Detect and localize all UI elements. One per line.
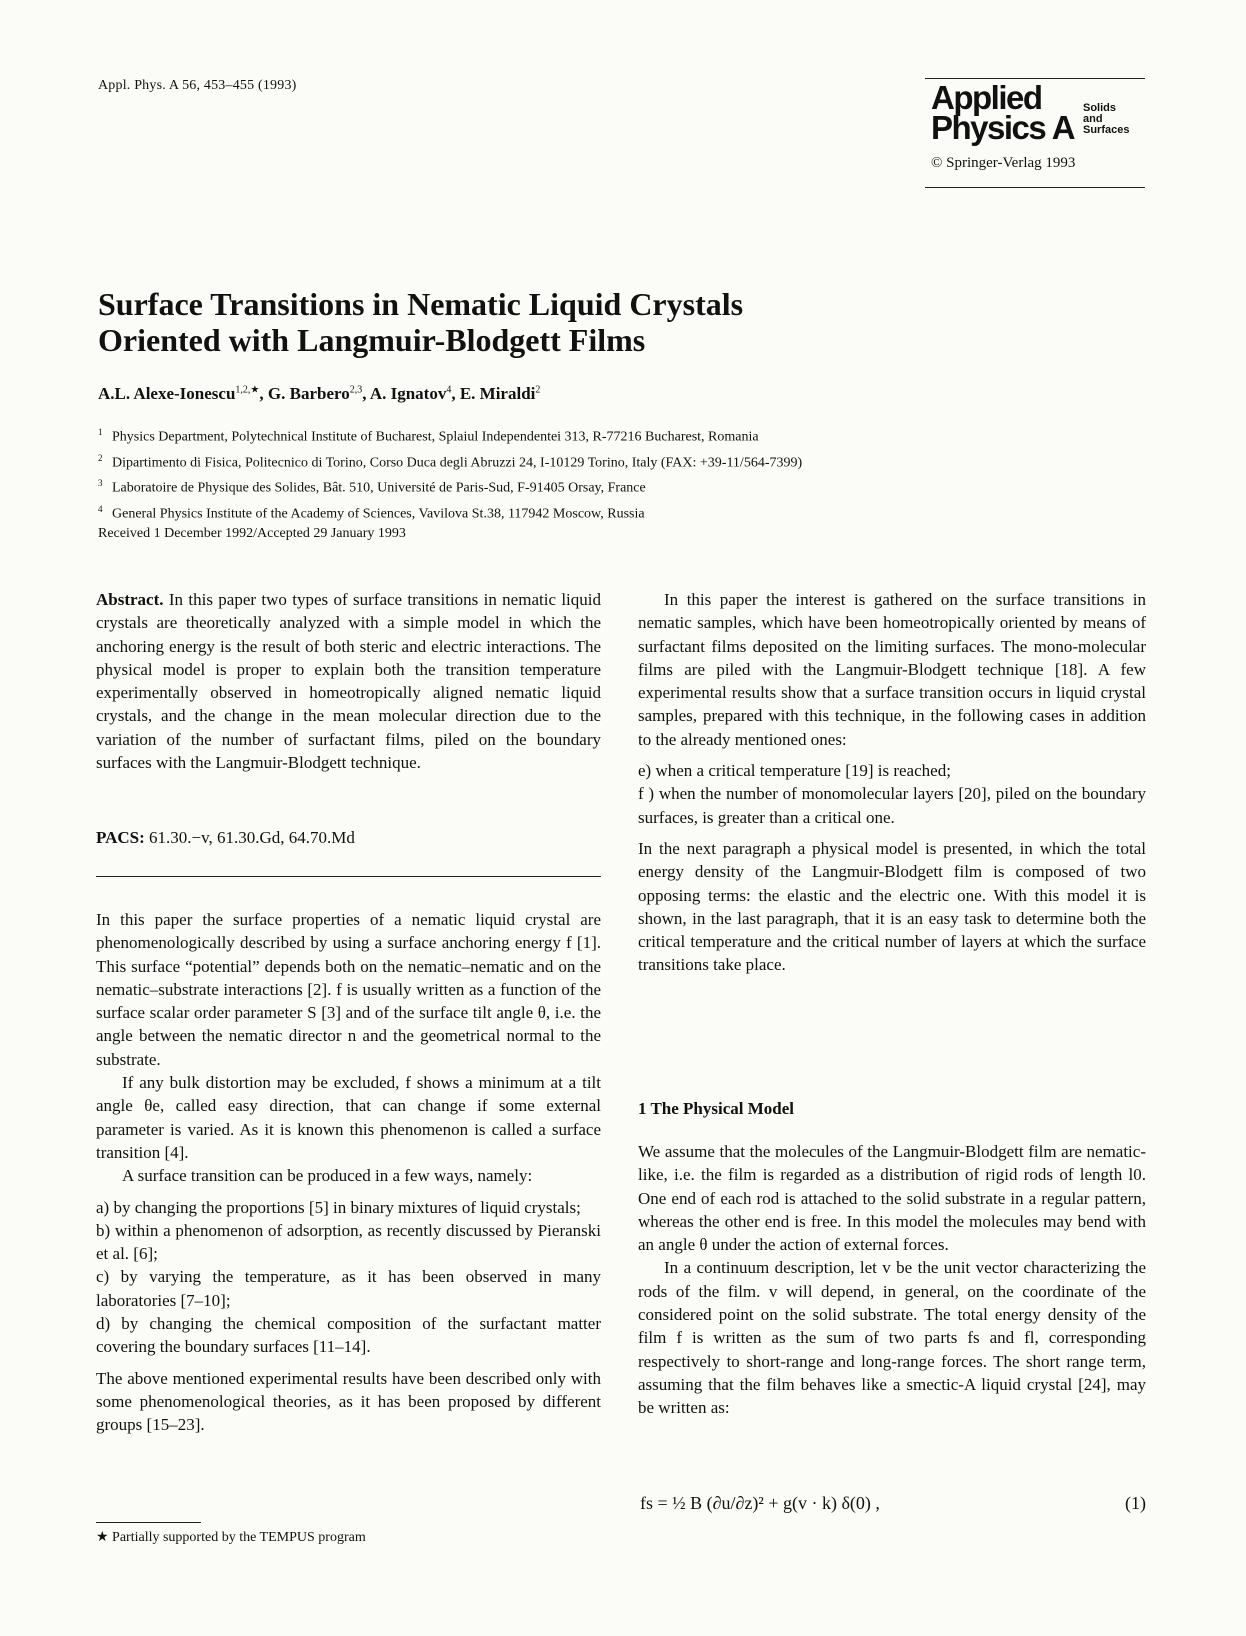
journal-citation: Appl. Phys. A 56, 453–455 (1993) — [98, 78, 297, 93]
journal-section: Solids and Surfaces — [1083, 102, 1130, 136]
affiliation: $^3$ Laboratoire de Physique des Solides, Bât. 510, Université de Paris-Sud, F-91405 Orsay, France — [98, 478, 646, 496]
list-item: b) within a phenomenon of adsorption, as recently discussed by Pieranski et al. [6]; — [96, 1220, 601, 1264]
journal-brand — [925, 78, 1145, 188]
list-item: d) by changing the chemical composition of the surfactant matter covering the boundary surfaces [11–14]. — [96, 1314, 601, 1357]
paragraph: A surface transition can be produced in a few ways, namely: — [122, 1166, 533, 1186]
list-item: a) by changing the proportions [5] in binary mixtures of liquid crystals; — [96, 1197, 581, 1217]
equation: fs = ½ B (∂u/∂z)² + g(v · k) δ(0) , — [640, 1493, 880, 1513]
equation-1 — [640, 1478, 1146, 1532]
author-name: A.L. Alexe-Ionescu — [98, 384, 236, 403]
intro-left — [96, 908, 601, 1437]
author-name: A. Ignatov — [369, 384, 447, 403]
list-item: f ) when the number of monomolecular layers [20], piled on the boundary surfaces, is greater than a critical one. — [638, 784, 1146, 827]
received-dates: Received 1 December 1992/Accepted 29 January 1993 — [98, 526, 406, 541]
abstract-text: In this paper two types of surface transitions in nematic liquid crystals are theoretically analyzed with a simple model in which the anchoring energy is the result of both steric and electric interactions. The physical model is proper to explain both the transition temperature experimentally observed in homeotropically aligned nematic liquid crystals, and the change in the mean molecular direction due to the variation of the number of surfactant films, piled on the boundary surfaces with the Langmuir-Blodgett technique. — [96, 590, 602, 773]
footnote: ★ Partially supported by the TEMPUS program — [96, 1530, 366, 1545]
section-heading: 1 The Physical Model — [638, 1099, 794, 1118]
abstract — [96, 588, 601, 774]
journal-logo: Applied Physics A — [931, 79, 1075, 146]
affiliations — [98, 422, 802, 525]
paragraph: In the next paragraph a physical model is presented, in which the total energy density of the Langmuir-Blodgett film is composed of two opposing terms: the elastic and the electric one. With this model it is shown, in the last paragraph, that it is an easy task to determine both the critical temperature and the critical number of layers at which the surface transitions take place. — [638, 838, 1146, 975]
paragraph: We assume that the molecules of the Langmuir-Blodgett film are nematic-like, i.e. the film is regarded as a distribution of rigid rods of length l0. One end of each rod is attached to the solid substrate in a regular pattern, whereas the other end is free. In this model the molecules may bend with an angle θ under the action of external forces. — [638, 1142, 1146, 1255]
paper-title: Surface Transitions in Nematic Liquid Crystals Oriented with Langmuir-Blodgett Films — [98, 286, 744, 358]
author-name: E. Miraldi — [459, 384, 536, 403]
copyright: © Springer-Verlag 1993 — [931, 155, 1076, 171]
list-item: e) when a critical temperature [19] is reached; — [638, 761, 951, 781]
affiliation: $^1$ Physics Department, Polytechnical Institute of Bucharest, Splaiul Independentei 313, R-77216 Bucharest, Romania — [98, 427, 759, 445]
list-item: c) by varying the temperature, as it has been observed in many laboratories [7–10]; — [96, 1267, 601, 1310]
physical-model-text — [638, 1140, 1146, 1420]
section-divider — [96, 876, 601, 877]
abstract-label: Abstract. — [96, 590, 164, 609]
paragraph: In a continuum description, let v be the unit vector characterizing the rods of the film. v will depend, in general, on the coordinate of the considered point on the solid substrate. The total energy density of the film f is written as the sum of two parts fs and fl, corresponding respectively to short-range and long-range forces. The short range term, assuming that the film behaves like a smectic-A liquid crystal [24], may be written as: — [638, 1258, 1146, 1418]
affiliation: $^4$ General Physics Institute of the Academy of Sciences, Vavilova St.38, 117942 Moscow, Russia — [98, 503, 645, 522]
paragraph: If any bulk distortion may be excluded, f shows a minimum at a tilt angle θe, called easy direction, that can change if some external parameter is varied. As it is known this phenomenon is called a surface transition [4]. — [96, 1073, 601, 1162]
paragraph: In this paper the interest is gathered on the surface transitions in nematic samples, which have been homeotropically oriented by means of surfactant films deposited on the limiting surfaces. The mono-molecular films are piled with the Langmuir-Blodgett technique [18]. A few experimental results show that a surface transition occurs in liquid crystal samples, prepared with this technique, in the following cases in addition to the already mentioned ones: — [638, 590, 1146, 749]
pacs-codes: PACS: 61.30.−v, 61.30.Gd, 64.70.Md — [96, 828, 355, 847]
author-name: G. Barbero — [267, 384, 350, 403]
equation-number: (1) — [1125, 1493, 1146, 1513]
author-list: A.L. Alexe-Ionescu$^{1,2,★}$, G. Barbero$^{2,3}$, A. Ignatov$^4$, E. Miraldi$^2$ — [98, 384, 541, 403]
paragraph: The above mentioned experimental results have been described only with some phenomenological theories, as it has been proposed by different groups [15–23]. — [96, 1368, 601, 1435]
footnote-rule — [96, 1522, 201, 1523]
affiliation: $^2$ Dipartimento di Fisica, Politecnico di Torino, Corso Duca degli Abruzzi 24, I-10129 Torino, Italy (FAX: +39-11/564-7399) — [98, 452, 803, 471]
paragraph: In this paper the surface properties of a nematic liquid crystal are phenomenologically described by using a surface anchoring energy f [1]. This surface “potential” depends both on the nematic–nematic and on the nematic–substrate interactions [2]. f is usually written as a function of the surface scalar order parameter S [3] and of the surface tilt angle θ, i.e. the angle between the nematic director n and the geometrical normal to the substrate. — [96, 910, 601, 1069]
intro-right — [638, 588, 1146, 977]
